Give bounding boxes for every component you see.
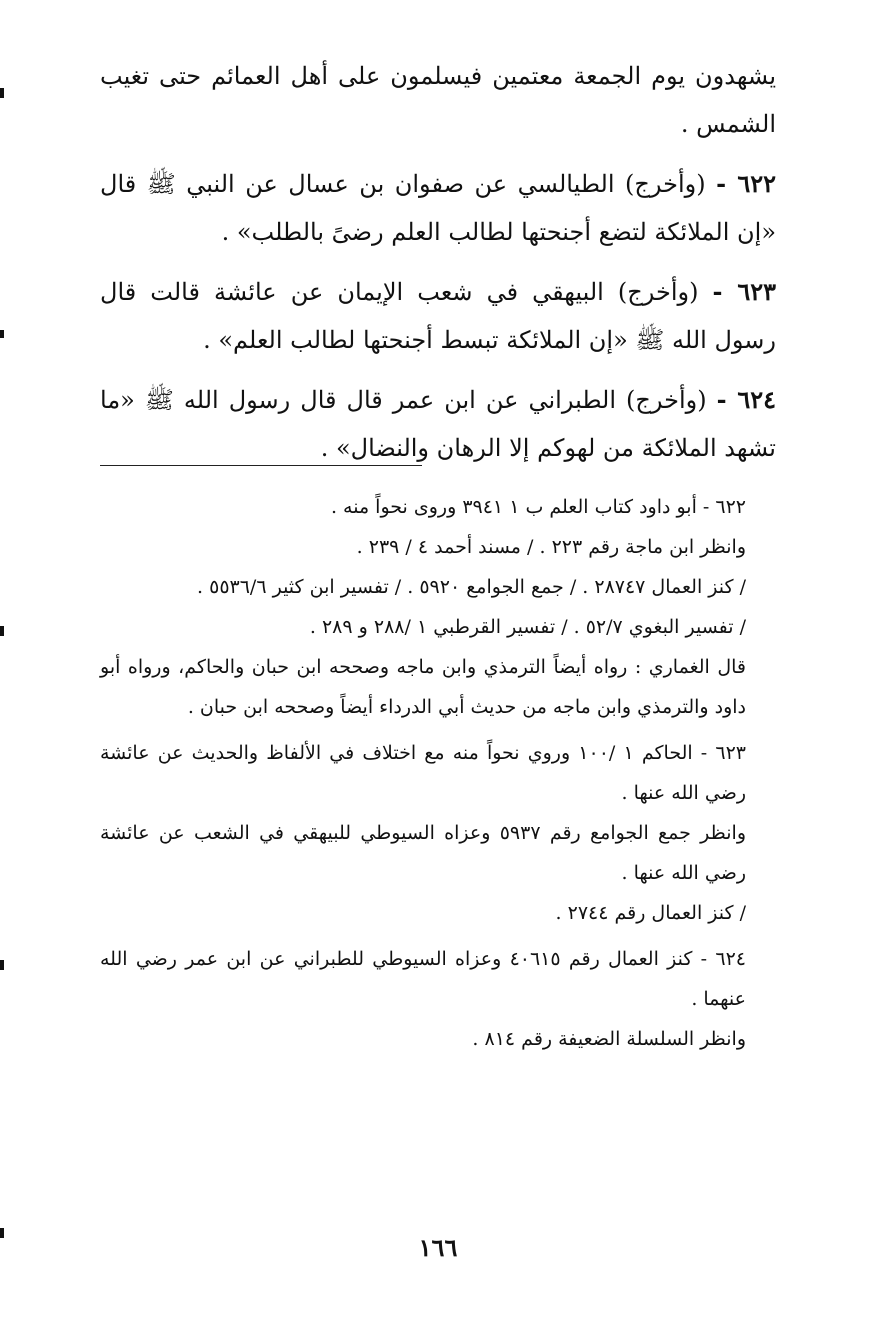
footnote-623 (100, 733, 776, 933)
scan-edge-mark (0, 88, 4, 98)
page-number: ١٦٦ (418, 1233, 458, 1262)
footnote-line: وانظر ابن ماجة رقم ٢٢٣ . / مسند أحمد ٤ / ٢٣٩ . (356, 536, 746, 558)
paragraph-number: ٦٢٢ - (716, 169, 776, 198)
paragraph-623 (100, 268, 776, 364)
footnote-line: / كنز العمال رقم ٢٧٤٤ . (555, 902, 746, 924)
footnote-line: / تفسير البغوي ٥٢/٧ . / تفسير القرطبي ١ /٢٨٨ و ٢٨٩ . (309, 616, 746, 638)
footnote-line: ٦٢٣ - الحاكم ١ /١٠٠ وروي نحواً منه مع اختلاف في الألفاظ والحديث عن عائشة رضي الله عنها . (100, 742, 746, 804)
footnote-line: ٦٢٢ - أبو داود كتاب العلم ب ١ ٣٩٤١ وروى نحواً منه . (330, 496, 746, 518)
paragraph-622 (100, 160, 776, 256)
scan-edge-mark (0, 960, 4, 970)
paragraph-text: (وأخرج) الطبراني عن ابن عمر قال قال رسول الله ﷺ «ما تشهد الملائكة من لهوكم إلا الرهان والنضال» . (100, 386, 776, 462)
footnote-divider (100, 465, 422, 466)
paragraph-624 (100, 376, 776, 472)
footnote-line: ٦٢٤ - كنز العمال رقم ٤٠٦١٥ وعزاه السيوطي للطبراني عن ابن عمر رضي الله عنهما . (100, 948, 746, 1010)
footnote-line: قال الغماري : رواه أيضاً الترمذي وابن ماجه وصححه ابن حبان والحاكم، ورواه أبو داود والترمذي وابن ماجه من حديث أبي الدرداء أيضاً وصححه ابن حبان . (100, 656, 746, 718)
paragraph-text: يشهدون يوم الجمعة معتمين فيسلمون على أهل العمائم حتى تغيب الشمس . (100, 62, 777, 138)
footnotes (100, 487, 776, 1065)
scan-edge-mark (0, 330, 4, 338)
paragraph-text: (وأخرج) الطيالسي عن صفوان بن عسال عن النبي ﷺ قال «إن الملائكة لتضع أجنحتها لطالب العلم رضىً بالطلب» . (100, 170, 776, 246)
scan-edge-mark (0, 626, 4, 636)
paragraph-continuation (100, 52, 776, 148)
book-page (100, 0, 776, 1332)
footnote-line: وانظر جمع الجوامع رقم ٥٩٣٧ وعزاه السيوطي للبيهقي في الشعب عن عائشة رضي الله عنها . (100, 822, 746, 884)
footnote-line: وانظر السلسلة الضعيفة رقم ٨١٤ . (472, 1028, 746, 1050)
footnote-622 (100, 487, 776, 727)
footnote-624 (100, 939, 776, 1059)
paragraph-text: (وأخرج) البيهقي في شعب الإيمان عن عائشة قالت قال رسول الله ﷺ «إن الملائكة تبسط أجنحتها لطالب العلم» . (100, 278, 776, 354)
scan-edge-mark (0, 1228, 4, 1238)
paragraph-number: ٦٢٤ - (716, 385, 776, 414)
paragraph-number: ٦٢٣ - (712, 277, 776, 306)
main-text (100, 52, 776, 484)
footnote-line: / كنز العمال ٢٨٧٤٧ . / جمع الجوامع ٥٩٢٠ . / تفسير ابن كثير ٥٥٣٦/٦ . (197, 576, 746, 598)
